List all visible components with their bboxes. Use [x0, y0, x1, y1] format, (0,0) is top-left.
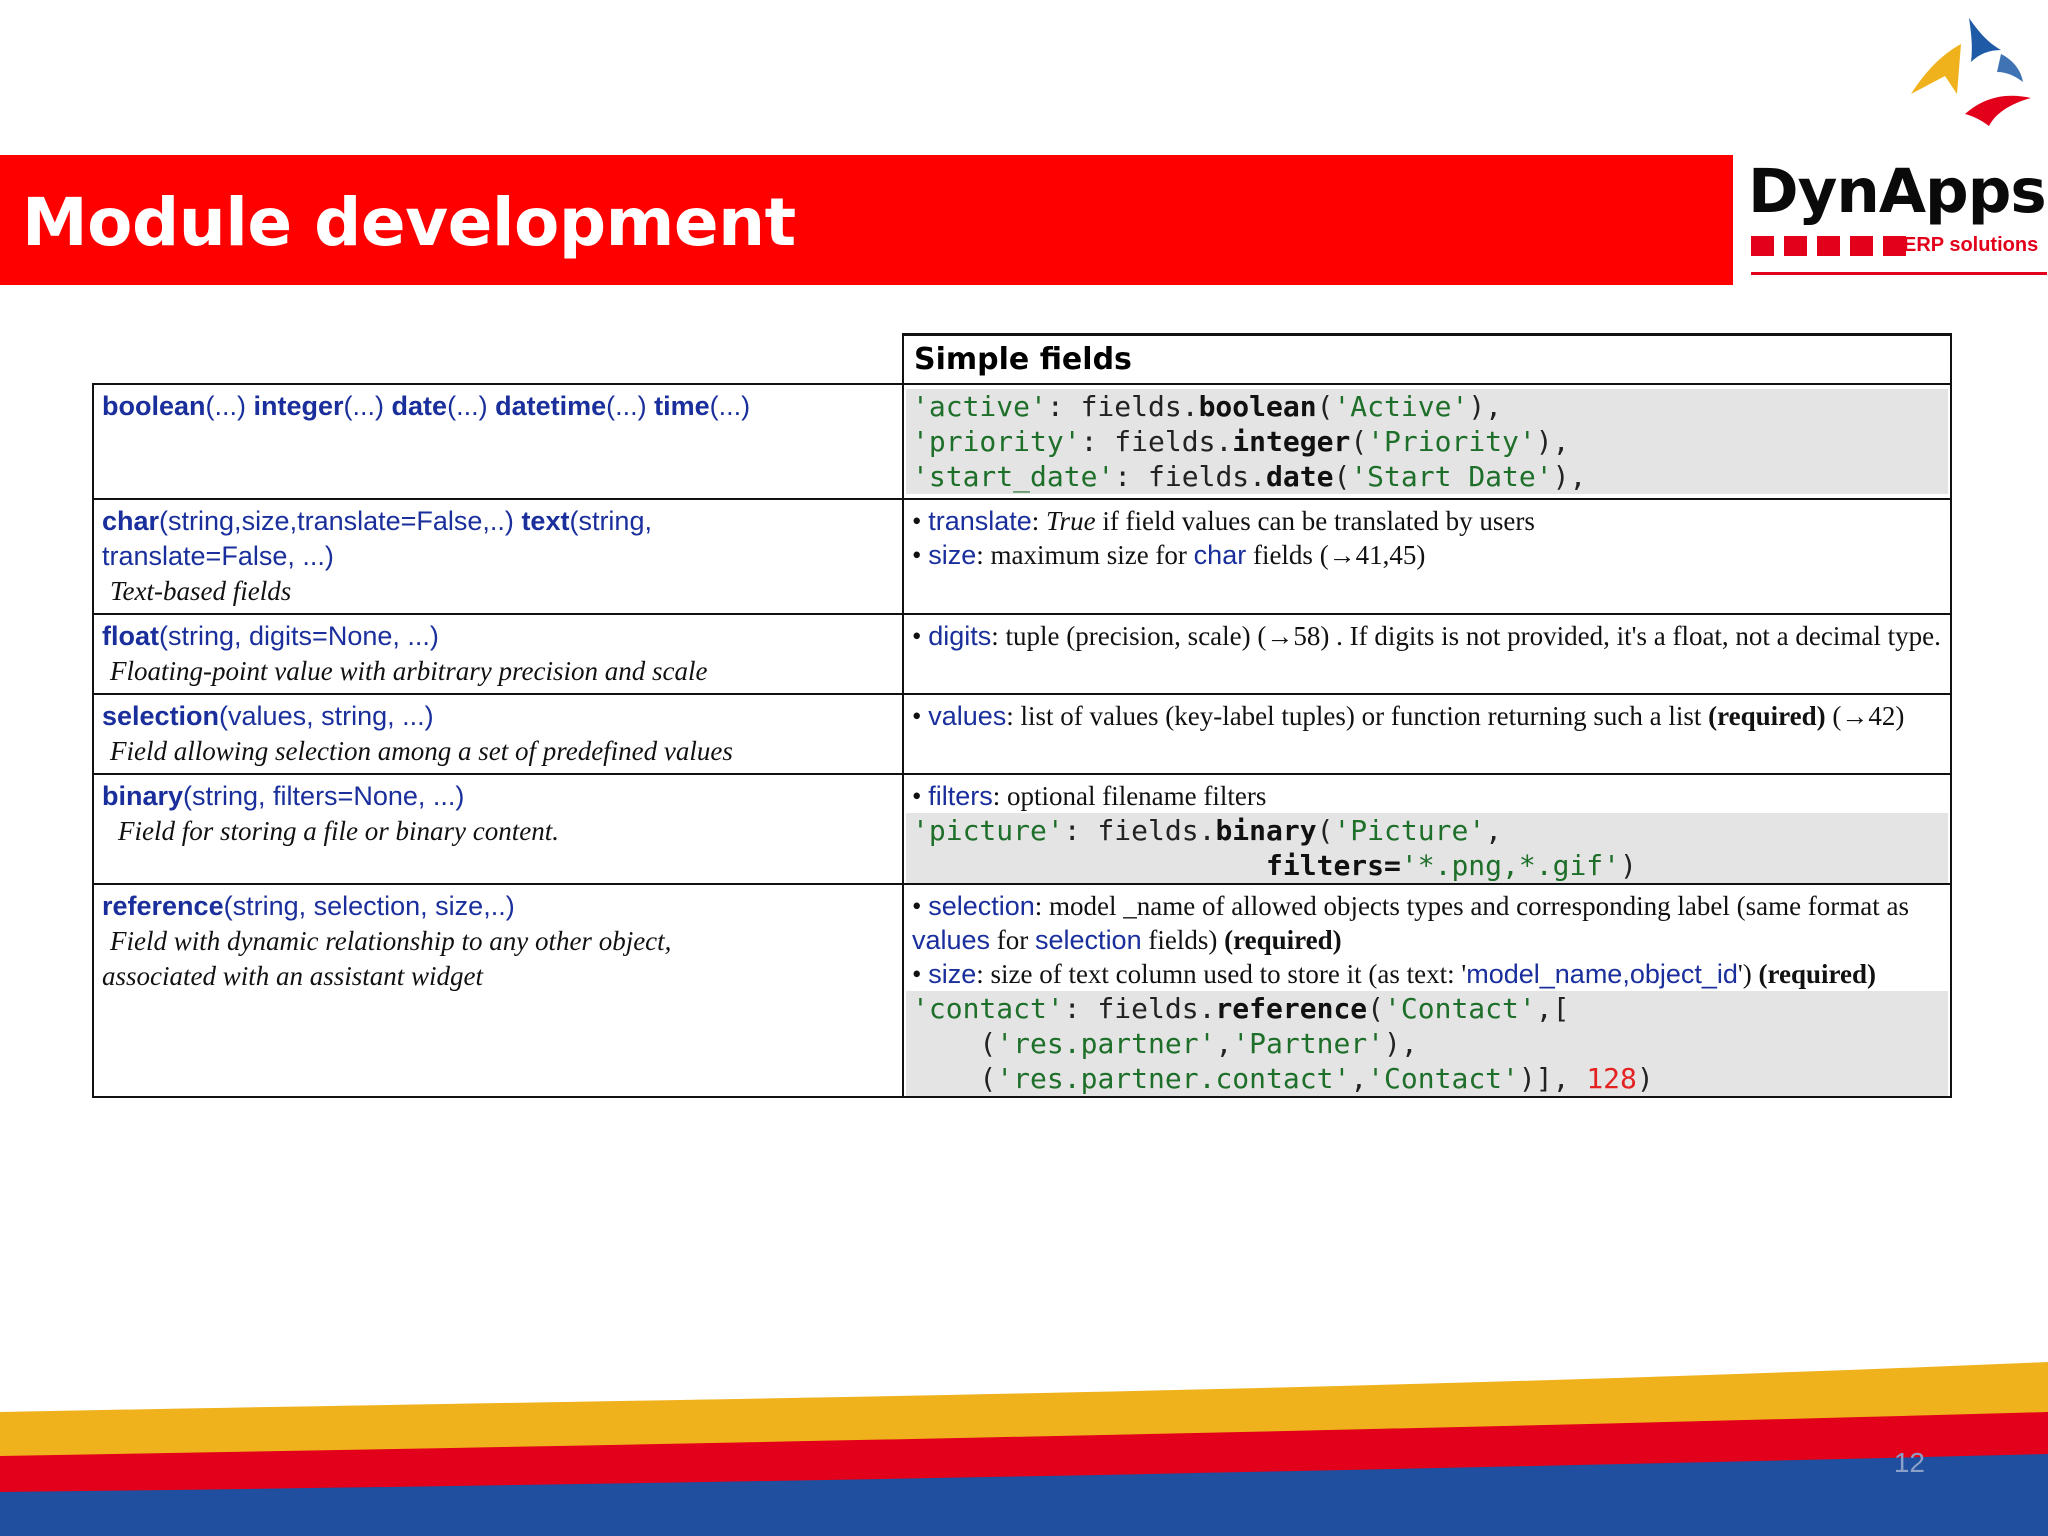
notes-cell [903, 499, 1951, 614]
fn-name: boolean [102, 391, 206, 421]
signature-cell [93, 884, 903, 1097]
brand-squares [1751, 236, 1906, 256]
field-description: Field for storing a file or binary content. [118, 816, 559, 846]
note-item: • size: size of text column used to store it (as text: 'model_name,object_id') (required) [912, 959, 1877, 989]
table-row [93, 774, 1951, 884]
fn-args: (...) [447, 391, 496, 421]
code-block: 'contact': fields.reference('Contact',[ ('res.partner','Partner'), ('res.partner.contact','Contact')], 128) [906, 991, 1948, 1096]
header-blank-cell [93, 335, 903, 385]
table-row [93, 694, 1951, 774]
notes-cell [903, 614, 1951, 694]
signature-cell [93, 614, 903, 694]
field-description: Field with dynamic relationship to any other object, [110, 926, 672, 956]
brand-name: DynApps [1748, 156, 2046, 227]
brand-square [1751, 236, 1774, 256]
field-description: Floating-point value with arbitrary precision and scale [110, 656, 708, 686]
table-row [93, 614, 1951, 694]
signature-cell [93, 384, 903, 499]
signature-cell [93, 774, 903, 884]
brand-underline [1751, 272, 2047, 275]
note-item: • size: maximum size for char fields (→41,45) [912, 540, 1426, 570]
page-number: 12 [1893, 1447, 1925, 1478]
fn-args: (...) [205, 391, 254, 421]
fn-args: (...) [606, 391, 655, 421]
code-block: 'picture': fields.binary('Picture', filters='*.png,*.gif') [906, 813, 1948, 883]
field-description: Text-based fields [110, 576, 292, 606]
fn-name: time [654, 391, 710, 421]
table-header: Simple fields [903, 335, 1951, 385]
field-signature: binary(string, filters=None, ...) [102, 781, 465, 811]
note-item: • translate: True if field values can be translated by users [912, 506, 1535, 536]
field-signature: reference(string, selection, size,..) [102, 891, 515, 921]
note-item: • selection: model _name of allowed objects types and corresponding label (same format as values for selection fields) (required) [912, 891, 1910, 955]
fn-name: date [391, 391, 448, 421]
field-signature: char(string,size,translate=False,..) text(string, translate=False, ...) [102, 506, 652, 571]
simple-fields-table [92, 333, 1952, 1098]
table-row [93, 384, 1951, 499]
brand-square [1817, 236, 1840, 256]
fn-args: (...) [343, 391, 392, 421]
field-signature: float(string, digits=None, ...) [102, 621, 439, 651]
notes-cell [903, 694, 1951, 774]
fn-args: (...) [709, 391, 751, 421]
slide-title: Module development [22, 184, 796, 261]
field-description: associated with an assistant widget [102, 961, 484, 991]
notes-cell [903, 884, 1951, 1097]
field-signature [102, 389, 894, 424]
note-item: • filters: optional filename filters [912, 781, 1267, 811]
brand-tagline: ERP solutions [1903, 234, 2039, 256]
brand-square [1784, 236, 1807, 256]
signature-cell [93, 694, 903, 774]
fn-name: datetime [495, 391, 607, 421]
brand-logo [1748, 158, 2048, 284]
brand-square [1850, 236, 1873, 256]
table-row [93, 884, 1951, 1097]
table-header-row [93, 335, 1951, 385]
note-item: • digits: tuple (precision, scale) (→58) . If digits is not provided, it's a float, not a decimal type. [912, 621, 1941, 651]
fn-name: integer [253, 391, 344, 421]
footer-wave [0, 1360, 2048, 1536]
note-item: • values: list of values (key-label tuples) or function returning such a list (required) (→42) [912, 701, 1905, 731]
dynapps-logo-icon [1905, 14, 2035, 129]
notes-cell [903, 774, 1951, 884]
table-row [93, 499, 1951, 614]
example-cell [903, 384, 1951, 499]
code-block: 'active': fields.boolean('Active'), 'priority': fields.integer('Priority'), 'start_date': fields.date('Start Date'), [906, 389, 1948, 494]
signature-cell [93, 499, 903, 614]
title-bar [0, 155, 1733, 285]
field-signature: selection(values, string, ...) [102, 701, 434, 731]
field-description: Field allowing selection among a set of predefined values [110, 736, 733, 766]
